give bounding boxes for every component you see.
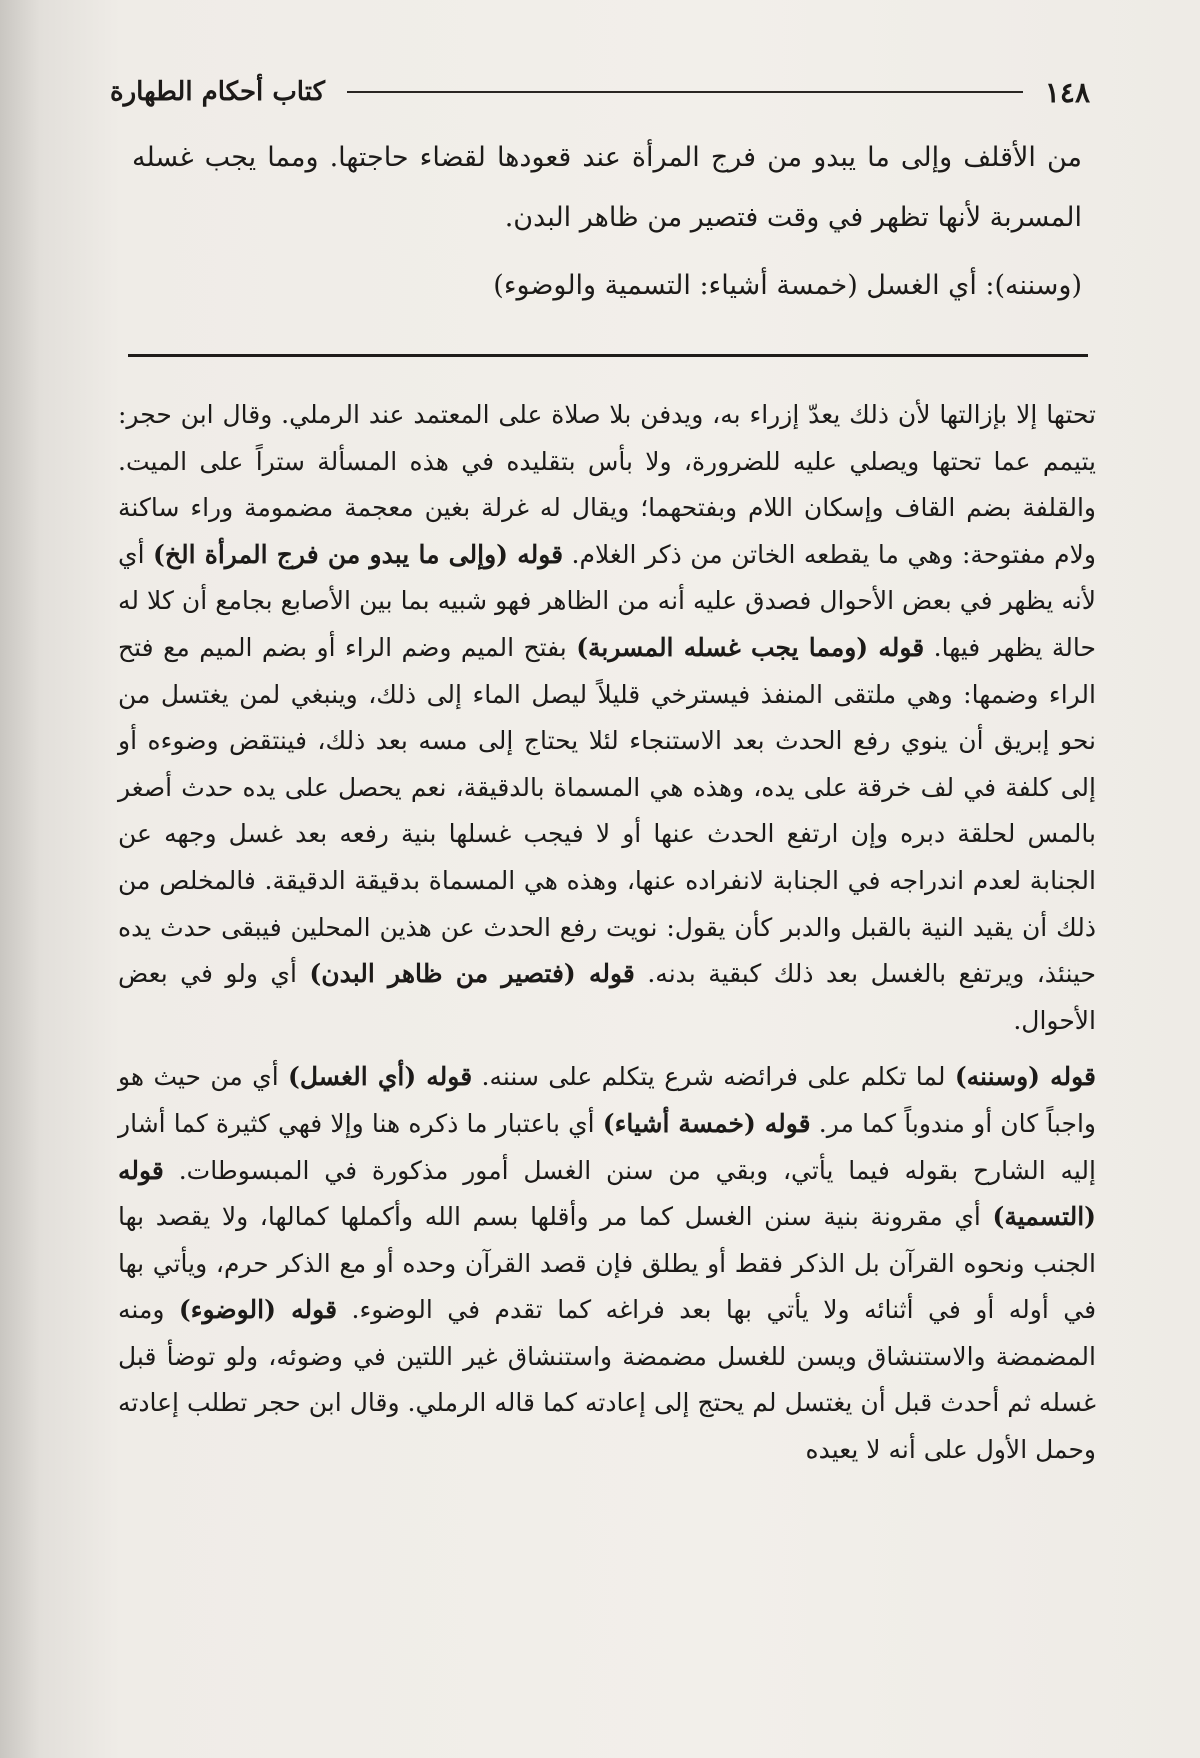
book-title: كتاب أحكام الطهارة	[110, 77, 325, 107]
commentary-keyword: قوله (وإلى ما يبدو من فرج المرأة الخ)	[152, 539, 564, 569]
commentary-keyword: قوله (أي الغسل)	[288, 1062, 473, 1092]
commentary-text: أي من حيث هو واجباً كان أو مندوباً كما مر.	[118, 1062, 1096, 1138]
commentary-keyword: قوله (وسننه)	[954, 1062, 1096, 1092]
commentary-keyword: قوله (فتصير من ظاهر البدن)	[309, 959, 635, 989]
main-text	[132, 128, 1082, 316]
commentary-text: ومنه المضمضة والاستنشاق ويسن للغسل مضمضة واستنشاق غير اللتين في وضوئه، ولو توضأ قبل غسله ثم أحدث قبل أن يغتسل لم يحتج إلى إعادته كما قاله الرملي. وقال ابن حجر تطلب إعادته وحمل الأول على أنه لا يعيده	[118, 1295, 1096, 1465]
commentary-text: تحتها إلا بإزالتها لأن ذلك يعدّ إزراء به، ويدفن بلا صلاة على المعتمد عند الرملي. وقال ابن حجر: يتيمم عما تحتها ويصلي عليه للضرورة، ولا بأس بتقليده في هذه المسألة ستراً على الميت. والقلفة بضم القاف وإسكان اللام وبفتحهما؛ ويقال له غرلة بغين معجمة مضمومة وراء ساكنة ولام مفتوحة: وهي ما يقطعه الخاتن من ذكر الغلام.	[118, 400, 1096, 569]
commentary-keyword: قوله (التسمية)	[118, 1155, 1096, 1232]
page-number: ١٤٨	[1044, 75, 1090, 109]
header-rule	[347, 91, 1023, 93]
commentary-paragraph	[118, 392, 1096, 1044]
commentary-text: بفتح الميم وضم الراء أو بضم الميم مع فتح الراء وضمها: وهي ملتقى المنفذ فيسترخي قليلاً ليصل الماء إلى ذلك، وينبغي لمن يغتسل من نحو إبريق أن ينوي رفع الحدث بعد الاستنجاء لئلا يحتاج إلى مسه بعد ذلك، فينتقض وضوءه أو إلى كلفة في لف خرقة على يده، وهذه هي المسماة بالدقيقة، نعم يحصل على يده حدث أصغر بالمس لحلقة دبره وإن ارتفع الحدث عنها أو لا فيجب غسلها بنية رفعه بعد غسل وجهه عن الجنابة لعدم اندراجه في الجنابة لانفراده عنها، وهذه هي المسماة بدقيقة الدقيقة. فالمخلص من ذلك أن يقيد النية بالقبل والدبر كأن يقول: نويت رفع الحدث عن هذين المحلين فيبقى حدث يده حينئذ، ويرتفع بالغسل بعد ذلك كبقية بدنه.	[118, 632, 1097, 989]
commentary-text: أي مقرونة بنية سنن الغسل كما مر وأقلها بسم الله وأكملها كمالها، ولا يقصد بها الجنب ونحوه القرآن بل الذكر فقط أو يطلق فإن قصد القرآن وحده أو مع الذكر حرم، ويأتي بها في أوله أو في أثنائه ولا يأتي بها بعد فراغه كما تقدم في الوضوء.	[118, 1202, 1097, 1325]
commentary-paragraph	[118, 1054, 1096, 1473]
commentary-keyword: قوله (الوضوء)	[178, 1295, 338, 1325]
main-paragraph-sunan: (وسننه): أي الغسل (خمسة أشياء: التسمية والوضوء)	[493, 270, 1082, 301]
footnote-divider	[128, 354, 1088, 357]
page-header	[110, 72, 1090, 112]
commentary-keyword: قوله (خمسة أشياء)	[602, 1108, 811, 1138]
commentary-text: أي ولو في بعض الأحوال.	[118, 959, 1096, 1035]
commentary-text: أي باعتبار ما ذكره هنا وإلا فهي كثيرة كما أشار إليه الشارح بقوله فيما يأتي، وبقي من سنن الغسل أمور مذكورة في المبسوطات.	[118, 1108, 1096, 1185]
commentary-text: أي لأنه يظهر في بعض الأحوال فصدق عليه أنه من الظاهر فهو شبيه بما بين الأصابع بجامع أن كلا له حالة يظهر فيها.	[118, 539, 1096, 662]
commentary-text: لما تكلم على فرائضه شرع يتكلم على سننه.	[472, 1062, 955, 1092]
commentary-keyword: قوله (ومما يجب غسله المسربة)	[576, 632, 925, 662]
main-paragraph: من الأقلف وإلى ما يبدو من فرج المرأة عند قعودها لقضاء حاجتها. ومما يجب غسله المسربة لأنها تظهر في وقت فتصير من ظاهر البدن.	[132, 142, 1082, 233]
commentary	[118, 392, 1096, 1474]
